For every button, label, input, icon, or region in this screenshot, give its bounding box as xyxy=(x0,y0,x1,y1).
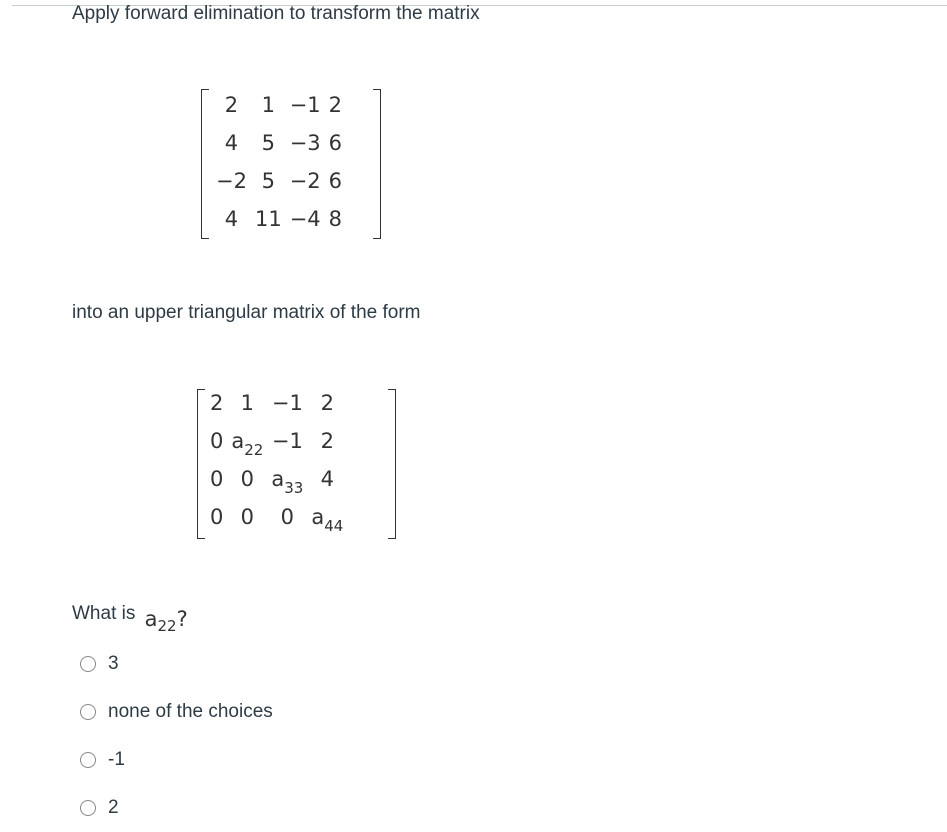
matrix-u-cell: 0 xyxy=(210,505,224,529)
matrix-a-cell: 6 xyxy=(328,169,343,193)
question-intro-text: Apply forward elimination to transform the matrix xyxy=(72,3,480,24)
matrix-a-cell: 5 xyxy=(261,131,276,155)
matrix-u-cell xyxy=(227,422,267,460)
matrix-u-row xyxy=(206,460,347,498)
matrix-a-cell: 5 xyxy=(261,169,276,193)
matrix-u-cell: 0 xyxy=(240,467,255,491)
answer-list xyxy=(80,640,273,832)
answer-label: 3 xyxy=(108,653,119,674)
matrix-a-cell: 4 xyxy=(224,207,239,231)
matrix-u-cell: 1 xyxy=(240,391,255,415)
matrix-u-cell: 2 xyxy=(210,391,224,415)
matrix-u-left-bracket xyxy=(197,389,205,539)
answer-option[interactable] xyxy=(80,640,273,688)
matrix-a-cell: −3 xyxy=(289,131,321,155)
matrix-a-cell: 2 xyxy=(328,93,343,117)
matrix-a xyxy=(212,86,346,238)
answer-label: 2 xyxy=(108,797,119,818)
var-base: a xyxy=(271,467,285,491)
matrix-u-row xyxy=(206,384,347,422)
matrix-u-cell: 2 xyxy=(320,429,334,453)
matrix-u-cell: 0 xyxy=(210,429,224,453)
matrix-a-cell: −2 xyxy=(216,169,247,193)
answer-option[interactable] xyxy=(80,736,273,784)
radio-button[interactable] xyxy=(80,752,96,768)
matrix-u-cell: 4 xyxy=(320,467,334,491)
matrix-u-cell: 0 xyxy=(280,505,295,529)
matrix-a-cell: 1 xyxy=(261,93,276,117)
matrix-a-row xyxy=(212,124,346,162)
matrix-a-cell: 4 xyxy=(224,131,239,155)
question-middle-text: into an upper triangular matrix of the form xyxy=(72,302,421,323)
answer-option[interactable] xyxy=(80,688,273,736)
matrix-a-cell: 2 xyxy=(224,93,239,117)
question-prompt-text: What is xyxy=(72,603,136,624)
var-base: a xyxy=(311,505,325,529)
matrix-a-cell: −4 xyxy=(289,207,321,231)
matrix-a-cell: 6 xyxy=(328,131,343,155)
matrix-u-cell: 2 xyxy=(320,391,334,415)
matrix-u-var-a22 xyxy=(231,429,264,459)
matrix-u-var-a44 xyxy=(311,505,344,535)
matrix-u-cell: −1 xyxy=(271,429,303,453)
matrix-a-row xyxy=(212,200,346,238)
answer-option[interactable] xyxy=(80,784,273,832)
radio-button[interactable] xyxy=(80,800,96,816)
answer-label: -1 xyxy=(108,749,125,770)
matrix-a-cell: 11 xyxy=(254,207,282,231)
matrix-a-row xyxy=(212,162,346,200)
question-mark: ? xyxy=(176,607,188,631)
var-subscript: 22 xyxy=(244,441,264,459)
matrix-a-cell: −2 xyxy=(289,169,321,193)
matrix-u-var-a33 xyxy=(271,467,304,497)
matrix-u-right-bracket xyxy=(388,389,396,539)
matrix-u-row xyxy=(206,422,347,460)
matrix-a-left-bracket xyxy=(201,89,209,239)
matrix-u-row xyxy=(206,498,347,536)
matrix-u xyxy=(206,384,347,536)
matrix-a-cell: 8 xyxy=(328,207,343,231)
matrix-a-cell: −1 xyxy=(289,93,321,117)
var-base: a xyxy=(231,429,245,453)
answer-label: none of the choices xyxy=(108,701,273,722)
question-prompt-var xyxy=(144,607,188,635)
var-base: a xyxy=(144,607,158,631)
var-subscript: 44 xyxy=(324,517,344,535)
radio-button[interactable] xyxy=(80,704,96,720)
matrix-u-cell: 0 xyxy=(240,505,255,529)
matrix-u-cell: −1 xyxy=(271,391,303,415)
matrix-u-cell xyxy=(267,460,307,498)
var-subscript: 33 xyxy=(284,479,304,497)
matrix-u-cell xyxy=(307,498,347,536)
question-prompt xyxy=(72,598,188,635)
var-subscript: 22 xyxy=(157,617,177,635)
matrix-u-cell: 0 xyxy=(210,467,224,491)
matrix-a-row xyxy=(212,86,346,124)
radio-button[interactable] xyxy=(80,656,96,672)
matrix-a-right-bracket xyxy=(373,89,381,239)
